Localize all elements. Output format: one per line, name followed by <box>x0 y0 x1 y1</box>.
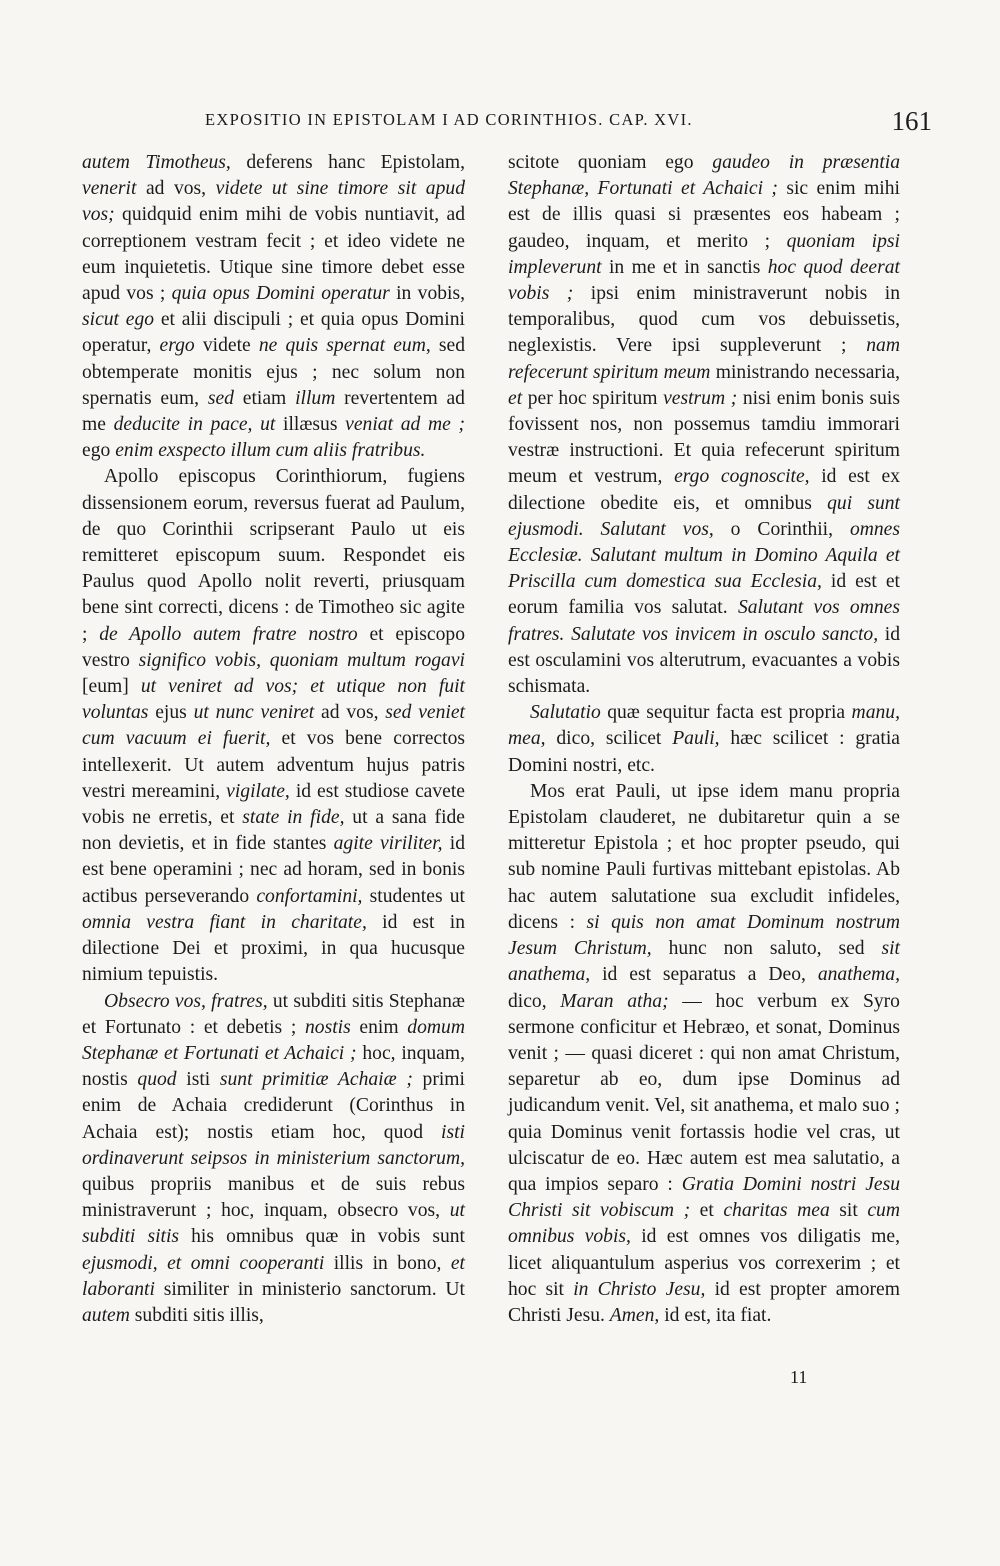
italic-text: ut nunc veniret <box>193 702 315 724</box>
roman-text: ego <box>82 440 116 462</box>
left-column <box>82 150 465 1329</box>
italic-text: isti ordinaverunt seipsos in ministerium sanctorum, <box>82 1121 465 1169</box>
italic-text: ejusmodi, et omni cooperanti <box>82 1252 325 1274</box>
italic-text: vestrum ; <box>663 387 738 409</box>
right-column <box>508 150 900 1329</box>
italic-text: autem <box>82 1304 130 1326</box>
italic-text: charitas mea <box>723 1200 830 1222</box>
italic-text: state in fide, <box>242 807 345 829</box>
italic-text: quod <box>137 1069 177 1091</box>
roman-text: id est in dilectione Dei et proximi, in qua hucusque nimium tepuistis. <box>82 911 465 986</box>
roman-text: Apollo episcopus Corinthiorum, fugiens dissensionem eorum, reversus fuerat ad Paulum, de quo Corinthii scripserant Paulo ut eis remitteret episcopum suum. Respondet eis Paulus quod Apollo nolit reverti, priusquam bene sint correcti, dicens : de Timotheo sic agite ; <box>82 466 465 645</box>
italic-text: ut subditi sitis <box>82 1200 465 1248</box>
roman-text: per hoc spiritum <box>522 387 664 409</box>
italic-text: et <box>508 387 523 409</box>
paragraph <box>508 150 900 700</box>
italic-text: vigilate, <box>226 780 290 802</box>
italic-text: nam refecerunt spiritum meum <box>508 335 900 383</box>
roman-text: id est ex dilectione obedite eis, et omnibus <box>508 466 900 514</box>
roman-text: id est propter amorem Christi Jesu. <box>508 1278 900 1326</box>
roman-text: revertentem ad me <box>82 387 465 436</box>
roman-text: scitote quoniam ego <box>508 152 713 173</box>
roman-text: ut a sana fide non devietis, et in fide stantes <box>82 807 466 855</box>
italic-text: nostis <box>305 1016 351 1038</box>
roman-text: studentes ut <box>362 885 465 907</box>
roman-text: etiam <box>233 387 296 409</box>
italic-text: sunt primitiæ Achaiæ ; <box>219 1069 413 1091</box>
italic-text: sicut ego <box>82 309 155 331</box>
italic-text: anathema, <box>817 964 900 986</box>
italic-text: ne quis spernat eum, <box>258 335 431 357</box>
italic-text: sed <box>207 387 234 409</box>
italic-text: domum Stephanæ et Fortunati et Achaici ; <box>82 1016 465 1064</box>
roman-text: et vos bene correctos intellexerit. Ut autem adventum hujus patris vestri mereamini, <box>82 728 465 802</box>
italic-text: quoniam ipsi impleverunt <box>508 230 900 278</box>
roman-text: id est studiose cavete vobis ne erretis, et <box>82 780 465 829</box>
italic-text: sit anathema, <box>508 938 900 986</box>
roman-text: dico, scilicet <box>545 728 673 750</box>
roman-text: hæc scilicet : gratia Domini nostri, etc. <box>508 728 900 776</box>
roman-text: hoc, inquam, nostis <box>82 1042 466 1091</box>
roman-text: subditi sitis illis, <box>129 1304 264 1326</box>
italic-text: significo vobis, quoniam multum rogavi <box>138 649 465 671</box>
roman-text: videte <box>194 335 259 357</box>
roman-text: dico, <box>508 990 561 1012</box>
roman-text: ad vos, <box>136 178 216 200</box>
italic-text: Pauli, <box>672 728 720 750</box>
roman-text: id est et eorum familia vos salutat. <box>508 571 900 619</box>
roman-text: quæ sequitur facta est propria <box>600 702 852 724</box>
italic-text: omnes Ecclesiæ. Salutant multum in Domino Aquila et Priscilla cum domestica sua Ecclesia, <box>508 518 901 593</box>
roman-text: id est, ita fiat. <box>659 1304 772 1326</box>
roman-text: sed obtemperate monitis ejus ; nec solum non spernatis eum, <box>82 335 465 409</box>
roman-text: — hoc verbum ex Syro sermone conficitur et Hebræo, et sonat, Dominus venit ; — quasi diceret : qui non amat Christum, separetur ab eo, dum ipse Dominus ad judicandum venit. Vel, sit anathema, et malo suo ; quia Dominus venit fortassis hodie vel cras, ut ulciscatur de eo. Hæc autem est mea salutatio, a qua impios separo : <box>508 990 900 1195</box>
roman-text: in vobis, <box>389 283 466 305</box>
roman-text: ut subditi sitis Stephanæ et Fortunato : et debetis ; <box>82 990 465 1038</box>
italic-text: hoc quod deerat vobis ; <box>508 256 900 305</box>
italic-text: confortamini, <box>256 885 363 907</box>
italic-text: illum <box>295 387 336 409</box>
roman-text: ad vos, <box>314 702 386 724</box>
roman-text: enim <box>350 1016 408 1038</box>
italic-text: Salutant vos omnes fratres. Salutate vos invicem in osculo sancto, <box>508 597 900 645</box>
italic-text: Obsecro vos, fratres, <box>104 990 268 1012</box>
roman-text: isti <box>176 1069 220 1091</box>
roman-text: quidquid enim mihi de vobis nuntiavit, ad correptionem vestram fecit ; et ideo videte ne eum inquietetis. Utique sine timore debet esse apud vos ; <box>82 204 465 305</box>
roman-text: similiter in ministerio sanctorum. Ut <box>154 1278 465 1300</box>
italic-text: Salutatio <box>530 702 601 724</box>
roman-text: sic enim mihi est de illis quasi si præsentes eos habeam ; gaudeo, inquam, et merito ; <box>508 178 900 252</box>
italic-text: si quis non amat Dominum nostrum Jesum Christum, <box>508 911 900 960</box>
paragraph <box>82 989 465 1330</box>
roman-text: ejus <box>148 702 194 724</box>
roman-text: ipsi enim ministraverunt nobis in temporalibus, quod cum vos debuissetis, neglexistis. Vere ipsi suppleverunt ; <box>508 283 900 357</box>
roman-text: id est separatus a Deo, <box>590 964 818 986</box>
italic-text: ut veniret ad vos; et utique non fuit voluntas <box>82 676 465 724</box>
roman-text: id est osculamini vos alterutrum, evacuantes a vobis schismata. <box>508 623 901 698</box>
italic-text: cum omnibus vobis, <box>508 1200 900 1248</box>
italic-text: gaudeo in præsentia Stephanæ, Fortunati et Achaici ; <box>508 152 901 200</box>
signature-mark: 11 <box>790 1367 808 1387</box>
italic-text: et laboranti <box>82 1252 465 1300</box>
roman-text: Mos erat Pauli, ut ipse idem manu propria Epistolam clauderet, ne dubitaretur quin a se mitteretur Epistola ; et hoc propter pseudo, qui sub nomine Pauli furtivas mittebant epistolas. Ab hac autem salutatione sua excludit infideles, dicens : <box>508 780 900 933</box>
italic-text: manu, mea, <box>508 702 900 750</box>
italic-text: quia opus Domini operatur <box>171 283 390 305</box>
roman-text: his omnibus quæ in vobis sunt <box>179 1226 466 1248</box>
roman-text: id est bene operamini ; nec ad horam, sed in bonis actibus perseverando <box>82 833 466 907</box>
roman-text: illæsus <box>275 414 346 436</box>
italic-text: agite viriliter, <box>333 833 443 855</box>
roman-text: hunc non saluto, sed <box>651 938 882 960</box>
roman-text: et episcopo vestro <box>82 623 465 671</box>
italic-text: Gratia Domini nostri Jesu Christi sit vobiscum ; <box>508 1173 901 1222</box>
roman-text: o Corinthii, <box>713 518 850 540</box>
roman-text: illis in bono, <box>324 1252 451 1274</box>
page-number: 161 <box>891 106 932 136</box>
paragraph <box>508 700 900 779</box>
roman-text: deferens hanc Epistolam, <box>230 152 465 173</box>
italic-text: ergo cognoscite, <box>674 466 810 488</box>
italic-text: veniat ad me ; <box>345 414 465 436</box>
italic-text: videte ut sine timore sit apud vos; <box>82 178 465 226</box>
italic-text: ergo <box>159 335 195 357</box>
italic-text: venerit <box>82 178 137 200</box>
roman-text: et <box>690 1200 724 1222</box>
italic-text: omnia vestra fiant in charitate, <box>82 911 367 933</box>
italic-text: de Apollo autem fratre nostro <box>99 623 358 645</box>
italic-text: deducite in pace, ut <box>113 414 276 436</box>
italic-text: enim exspecto illum cum aliis fratribus. <box>115 440 426 462</box>
running-title: EXPOSITIO IN EPISTOLAM I AD CORINTHIOS. CAP. XVI. <box>205 110 693 129</box>
roman-text: nisi enim bonis suis fovissent nos, non possemus tamdiu immorari vestræ instructioni. Et quia refecerunt spiritum meum et vestrum, <box>508 387 900 488</box>
roman-text: in me et in sanctis <box>601 256 768 278</box>
roman-text: ministrando necessaria, <box>710 361 900 383</box>
page-header <box>205 106 932 140</box>
italic-text: Amen, <box>609 1304 660 1326</box>
roman-text: [eum] <box>82 676 141 698</box>
roman-text: primi enim de Achaia crediderunt (Corinthus in Achaia est); nostis etiam hoc, quod <box>82 1069 465 1143</box>
italic-text: in Christo Jesu, <box>573 1278 706 1300</box>
roman-text: quibus propriis manibus et de suis rebus ministraverunt ; hoc, inquam, obsecro vos, <box>82 1173 465 1222</box>
roman-text: et alii discipuli ; et quia opus Domini operatur, <box>82 309 465 357</box>
roman-text: sit <box>829 1200 868 1222</box>
italic-text: qui sunt ejusmodi. Salutant vos, <box>508 492 900 540</box>
italic-text: sed veniet cum vacuum ei fuerit, <box>82 702 466 750</box>
paragraph <box>82 464 465 988</box>
italic-text: Maran atha; <box>560 990 669 1012</box>
paragraph <box>82 150 465 464</box>
roman-text: id est omnes vos diligatis me, licet aliquantulum asperius vos correxerim ; et hoc sit <box>508 1226 900 1300</box>
italic-text: autem Timotheus, <box>82 152 231 173</box>
paragraph <box>508 779 900 1329</box>
